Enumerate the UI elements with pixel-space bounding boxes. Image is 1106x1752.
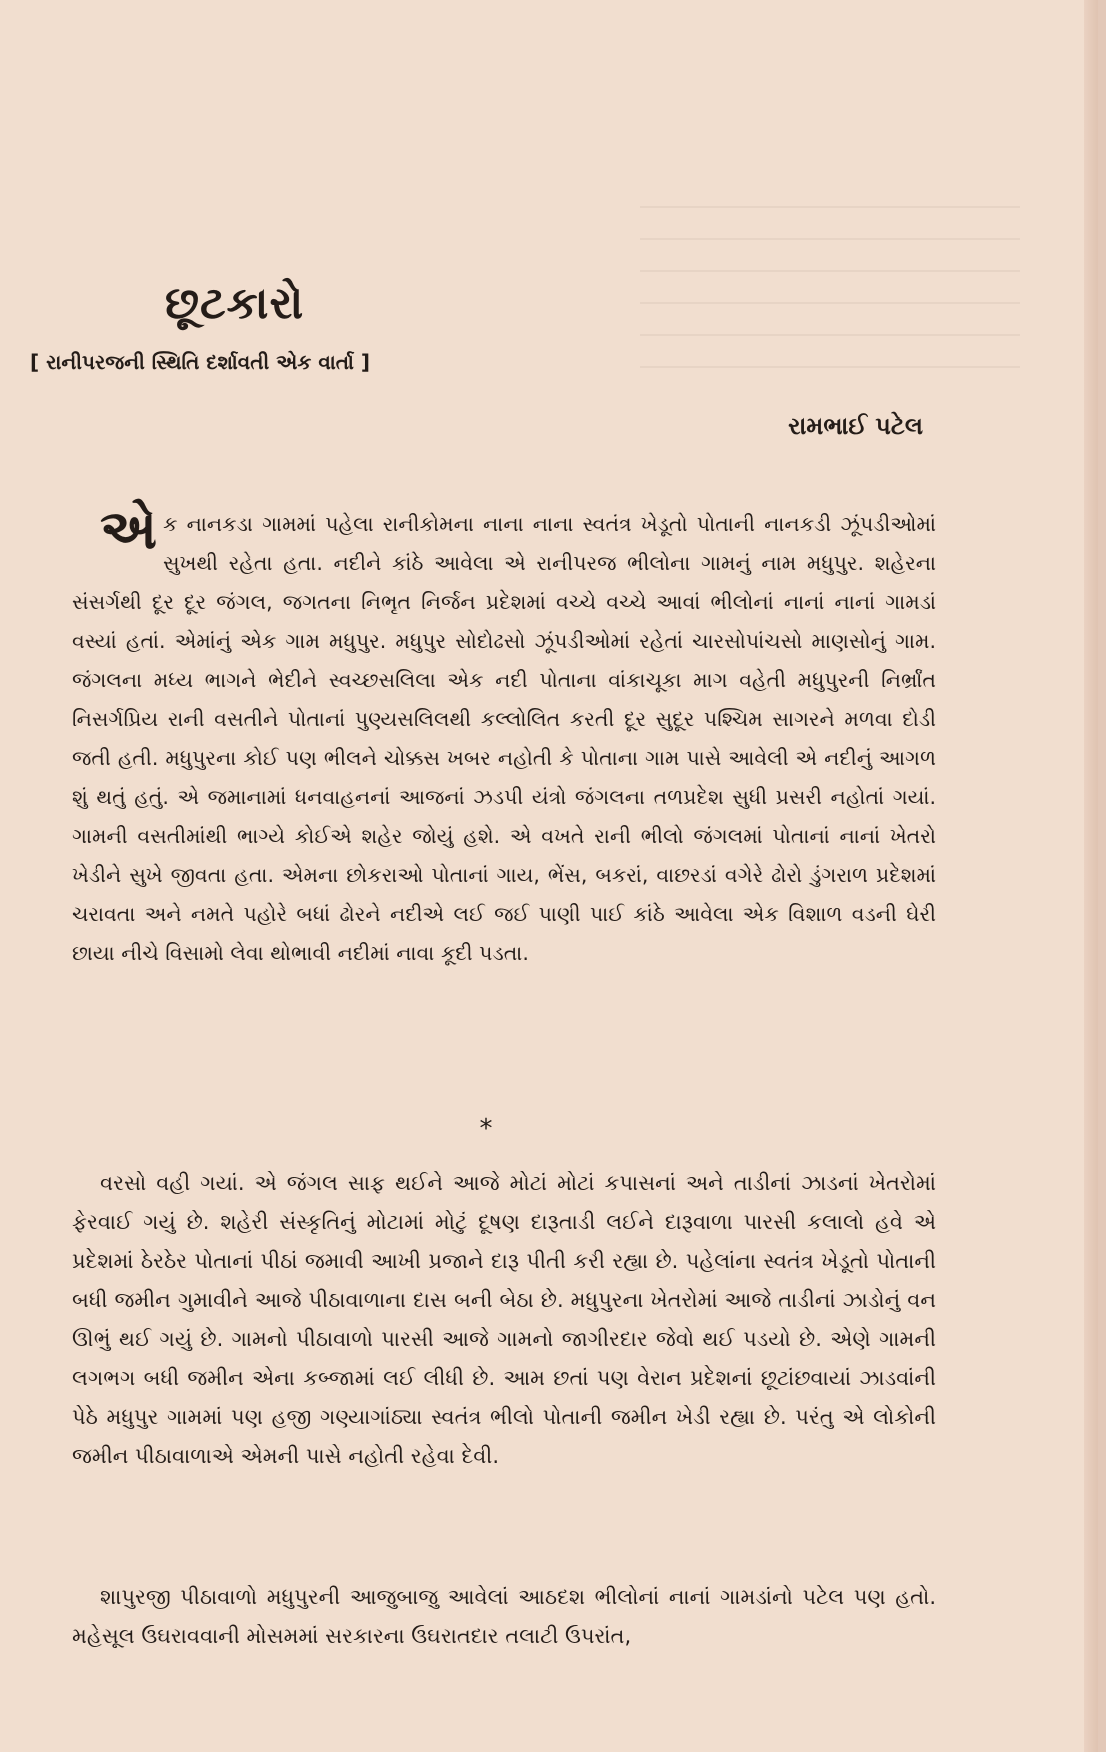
- paragraph-3: શાપુરજી પીઠાવાળો મધુપુરની આજુબાજુ આવેલાં આઠદશ ભીલોનાં નાનાં ગામડાંનો પટેલ પણ હતો. મહેસૂલ ઉઘરાવવાની મોસમમાં સરકારના ઉઘરાતદાર તલાટી ઉપરાંત,: [72, 1585, 936, 1648]
- paragraph-2: વરસો વહી ગયાં. એ જંગલ સાફ થઈને આજે મોટાં મોટાં કપાસનાં અને તાડીનાં ઝાડનાં ખેતરોમાં ફેરવાઈ ગયું છે. શહેરી સંસ્કૃતિનું મોટામાં મોટું દૂષણ દારૂતાડી લઈને દારૂવાળા પારસી કલાલો હવે એ પ્રદેશમાં ઠેરઠેર પોતાનાં પીઠાં જમાવી આખી પ્રજાને દારૂ પીતી કરી રહ્યા છે. પહેલાંના સ્વતંત્ર ખેડૂતો પોતાની બધી જમીન ગુમાવીને આજે પીઠાવાળાના દાસ બની બેઠા છે. મધુપુરના ખેતરોમાં આજે તાડીનાં ઝાડોનું વન ઊભું થઈ ગયું છે. ગામનો પીઠાવાળો પારસી આજે ગામનો જાગીરદાર જેવો થઈ પડયો છે. એણે ગામની લગભગ બધી જમીન એના કબ્જામાં લઈ લીધી છે. આમ છતાં પણ વેરાન પ્રદેશનાં છૂટાંછવાયાં ઝાડવાંની પેઠે મધુપુર ગામમાં પણ હજી ગણ્યાગાંઠ્યા સ્વતંત્ર ભીલો પોતાની જમીન ખેડી રહ્યા છે. પરંતુ એ લોકોની જમીન પીઠાવાળાએ એમની પાસે નહોતી રહેવા દેવી.: [72, 1171, 936, 1468]
- page-edge: [1084, 0, 1098, 1752]
- author-name: રામભાઈ પટેલ: [788, 412, 923, 440]
- story-title: છૂટકારો: [165, 278, 305, 329]
- drop-cap: એ: [100, 498, 157, 561]
- paragraph-1: [72, 498, 936, 973]
- section-separator: *: [479, 1114, 493, 1144]
- story-subtitle: [ રાનીપરજની સ્થિતિ દર્શાવતી એક વાર્તા ]: [30, 350, 370, 374]
- paragraph-1-text: ક નાનકડા ગામમાં પહેલા રાનીકોમના નાના નાના સ્વતંત્ર ખેડૂતો પોતાની નાનકડી ઝૂંપડીઓમાં સુખથી રહેતા હતા. નદીને કાંઠે આવેલા એ રાનીપરજ ભીલોના ગામનું નામ મધુપુર. શહેરના સંસર્ગથી દૂર દૂર જંગલ, જગતના નિભૃત નિર્જન પ્રદેશમાં વચ્ચે વચ્ચે આવાં ભીલોનાં નાનાં નાનાં ગામડાં વસ્યાં હતાં. એમાંનું એક ગામ મધુપુર. મધુપુર સોદોઢસો ઝૂંપડીઓમાં રહેતાં ચારસોપાંચસો માણસોનું ગામ. જંગલના મધ્ય ભાગને ભેદીને સ્વચ્છસલિલા એક નદી પોતાના વાંકાચૂકા માગ વહેતી મધુપુરની નિર્ભ્રાંત નિસર્ગપ્રિય રાની વસતીને પોતાનાં પુણ્યસલિલથી કલ્લોલિત કરતી દૂર સુદૂર પશ્ચિમ સાગરને મળવા દોડી જતી હતી. મધુપુરના કોઈ પણ ભીલને ચોક્કસ ખબર નહોતી કે પોતાના ગામ પાસે આવેલી એ નદીનું આગળ શું થતું હતું. એ જમાનામાં ધનવાહનનાં આજનાં ઝડપી યંત્રો જંગલના તળપ્રદેશ સુધી પ્રસરી નહોતાં ગયાં. ગામની વસતીમાંથી ભાગ્યે કોઈએ શહેર જોયું હશે. એ વખતે રાની ભીલો જંગલમાં પોતાનાં નાનાં ખેતરો ખેડીને સુખે જીવતા હતા. એમના છોકરાઓ પોતાનાં ગાય, ભેંસ, બકરાં, વાછરડાં વગેરે ઢોરો ડુંગરાળ પ્રદેશમાં ચરાવતા અને નમતે પહોરે બધાં ઢોરને નદીએ લઈ જઈ પાણી પાઈ કાંઠે આવેલા એક વિશાળ વડની ઘેરી છાયા નીચે વિસામો લેવા થોભાવી નદીમાં નાવા કૂદી પડતા.: [72, 512, 936, 965]
